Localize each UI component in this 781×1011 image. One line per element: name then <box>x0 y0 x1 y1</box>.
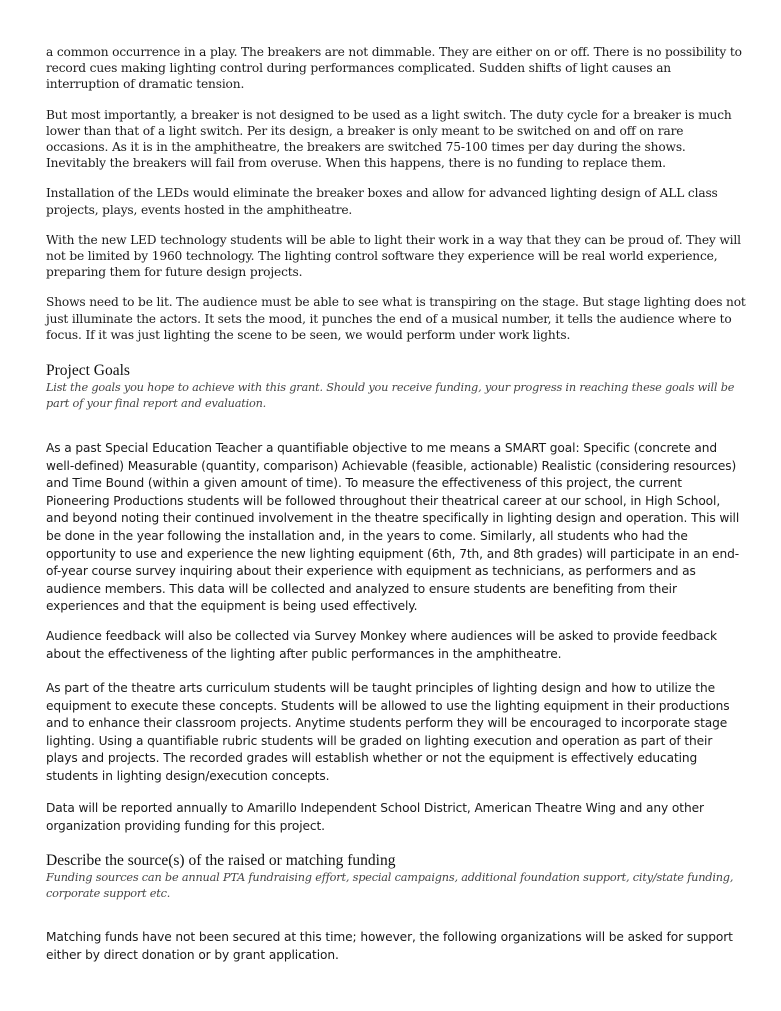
intro-paragraph: Installation of the LEDs would eliminate the breaker boxes and allow for advanced lighting design of ALL class projects, plays, events hosted in the amphitheatre. <box>46 186 718 217</box>
body-paragraph: Audience feedback will also be collected via Survey Monkey where audiences will be asked to provide feedback about the effectiveness of the lighting after public performances in the amphitheatre. <box>46 629 717 661</box>
goals-body <box>46 800 746 835</box>
funding-body <box>46 929 746 964</box>
goals-body <box>46 628 746 663</box>
intro-paragraph: With the new LED technology students will be able to light their work in a way that they can be proud of. They will not be limited by 1960 technology. The lighting control software they experience will be real world experience, preparing them for future design projects. <box>46 232 741 280</box>
body-paragraph: Data will be reported annually to Amarillo Independent School District, American Theatre Wing and any other organization providing funding for this project. <box>46 801 704 833</box>
section-instructions: List the goals you hope to achieve with this grant. Should you receive funding, your progress in reaching these goals will be part of your final report and evaluation. <box>46 381 735 410</box>
intro-paragraph: a common occurrence in a play. The breakers are not dimmable. They are either on or off. There is no possibility to record cues making lighting control during performances complicated. Sudden shifts of light causes an interruption of dramatic tension. <box>46 45 742 92</box>
intro-paragraph: Shows need to be lit. The audience must be able to see what is transpiring on the stage. But stage lighting does not just illuminate the actors. It sets the mood, it punches the end of a musical number, it tells the audience where to focus. If it was just lighting the scene to be seen, we would perform under work lights. <box>46 295 746 342</box>
goals-section <box>46 362 746 412</box>
goals-body <box>46 680 746 786</box>
funding-section <box>46 852 746 902</box>
body-paragraph: Matching funds have not been secured at this time; however, the following organizations will be asked for support either by direct donation or by grant application. <box>46 930 733 962</box>
intro-section <box>46 44 746 343</box>
section-heading: Describe the source(s) of the raised or matching funding <box>46 852 396 869</box>
intro-paragraph: But most importantly, a breaker is not designed to be used as a light switch. The duty cycle for a breaker is much lower than that of a light switch. Per its design, a breaker is only meant to be switched on and off on rare occasions. As it is in the amphitheatre, the breakers are switched 75-100 times per day during the shows. Inevitably the breakers will fail from overuse. When this happens, there is no funding to replace them. <box>46 107 732 171</box>
body-paragraph: As part of the theatre arts curriculum students will be taught principles of lighting design and how to utilize the equipment to execute these concepts. Students will be allowed to use the lighting equipment in their productions and to enhance their classroom projects. Anytime students perform they will be encouraged to incorporate stage lighting. Using a quantifiable rubric students will be graded on lighting execution and operation as part of their plays and projects. The recorded grades will establish whether or not the equipment is effectively educating students in lighting design/execution concepts. <box>46 681 730 783</box>
section-instructions: Funding sources can be annual PTA fundraising effort, special campaigns, additional foundation support, city/state funding, corporate support etc. <box>46 871 734 900</box>
goals-body <box>46 440 746 616</box>
section-heading: Project Goals <box>46 362 130 379</box>
body-paragraph: As a past Special Education Teacher a quantifiable objective to me means a SMART goal: Specific (concrete and well-defined) Measurable (quantity, comparison) Achievable (feasible, actionable) Realistic (considering resources) and Time Bound (within a given amount of time). To measure the effectiveness of this project, the current Pioneering Productions students will be followed throughout their theatrical career at our school, in High School, and beyond noting their continued involvement in the theatre specifically in lighting design and operation. This will be done in the year following the installation and, in the years to come. Similarly, all students who had the opportunity to use and experience the new lighting equipment (6th, 7th, and 8th grades) will participate in an end-of-year course survey inquiring about their experience with equipment as technicians, as performers and as audience members. This data will be collected and analyzed to ensure students are benefiting from their experiences and that the equipment is being used effectively. <box>46 441 740 614</box>
